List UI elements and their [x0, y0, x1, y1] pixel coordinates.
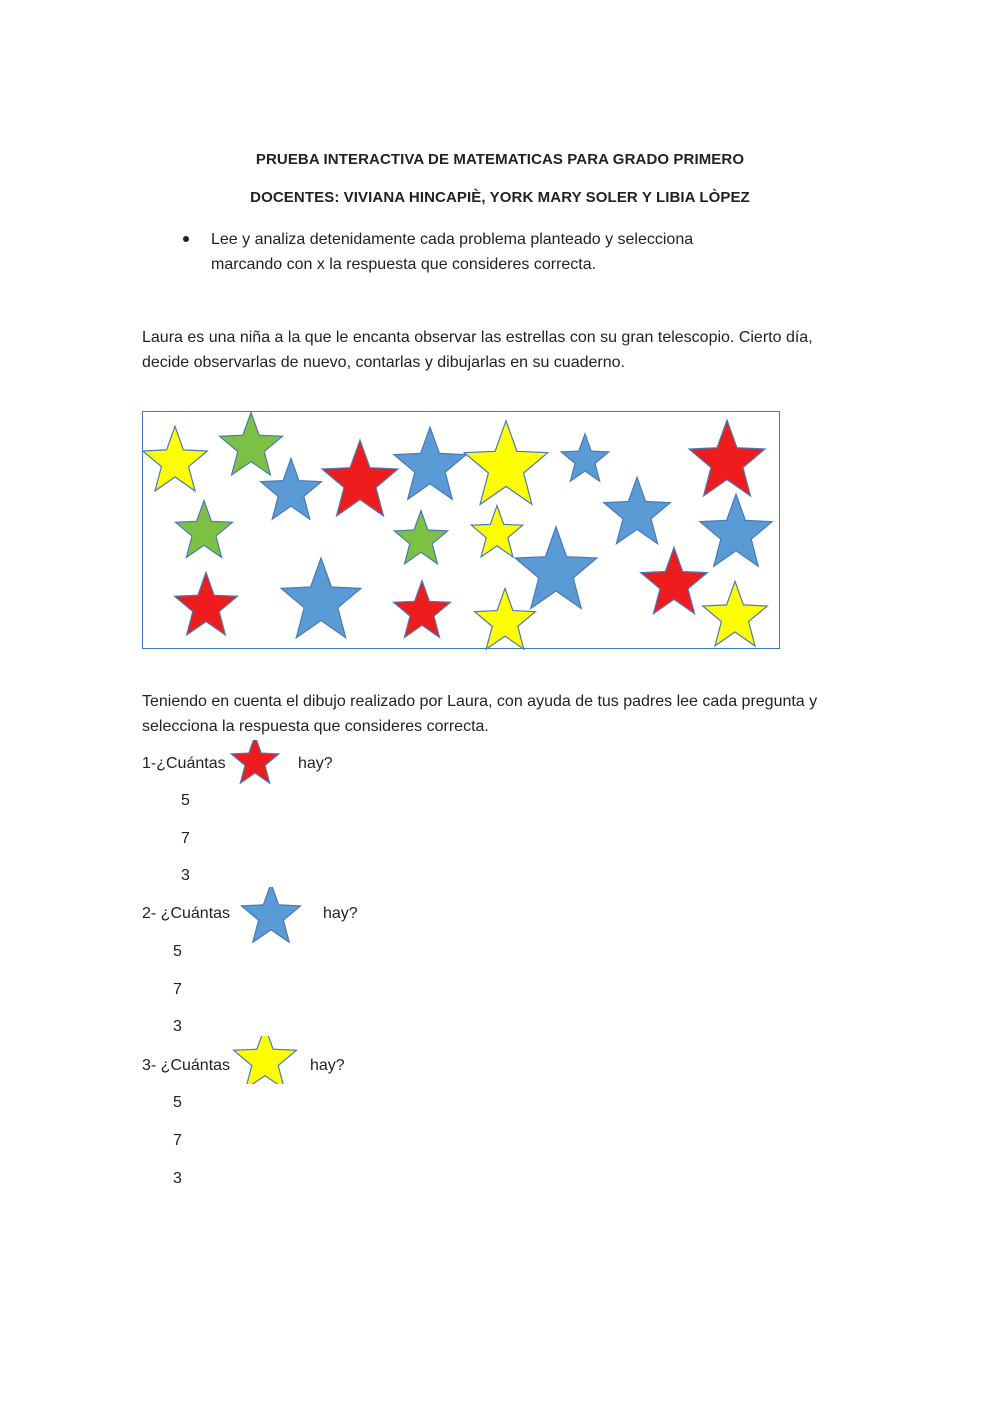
yellow-star-icon-4	[475, 588, 536, 649]
question-3-option-1[interactable]: 5	[173, 1094, 182, 1111]
question-3-option-2[interactable]: 7	[173, 1132, 182, 1149]
question-3-prefix: 3- ¿Cuántas	[142, 1057, 231, 1074]
question-2-option-2[interactable]: 7	[173, 981, 182, 998]
question-1-prefix: 1-¿Cuántas	[142, 755, 226, 772]
red-star-icon-4	[394, 581, 451, 638]
question-2-blue-star-icon	[238, 887, 304, 943]
red-star-icon-5	[641, 547, 708, 613]
question-3-yellow-star-icon	[230, 1036, 300, 1084]
question-3-suffix: hay?	[310, 1057, 345, 1074]
story-line-2: decide observarlas de nuevo, contarlas y dibujarlas en su cuaderno.	[142, 354, 625, 371]
instruction-line-2: marcando con x la respuesta que consideres correcta.	[211, 256, 597, 273]
blue-star-icon-1	[261, 458, 322, 519]
question-1-option-2[interactable]: 7	[181, 830, 190, 847]
prompt-line-2: selecciona la respuesta que consideres correcta.	[142, 718, 489, 735]
blue-star-icon-2	[394, 427, 466, 499]
red-star-icon-2	[689, 420, 765, 496]
question-1-red-star-icon	[228, 740, 282, 784]
question-1-option-1[interactable]: 5	[181, 792, 190, 809]
instruction-line-1: Lee y analiza detenidamente cada problema planteado y selecciona	[211, 231, 694, 248]
blue-star-icon-3	[561, 434, 609, 481]
star-drawing	[142, 411, 780, 649]
bullet-icon	[183, 236, 189, 242]
question-1-option-3[interactable]: 3	[181, 867, 190, 884]
yellow-star-icon-1	[143, 426, 207, 491]
teachers-line: DOCENTES: VIVIANA HINCAPIÈ, YORK MARY SOLER Y LIBIA LÒPEZ	[250, 189, 750, 206]
yellow-star-icon-5	[703, 581, 768, 646]
prompt-line-1: Teniendo en cuenta el dibujo realizado por Laura, con ayuda de tus padres lee cada pregunta y	[142, 693, 818, 710]
green-star-icon-1	[220, 412, 283, 475]
blue-star-icon-5	[700, 494, 772, 566]
blue-star-icon-4	[604, 477, 671, 543]
star-field	[143, 412, 781, 650]
question-2-option-3[interactable]: 3	[173, 1018, 182, 1035]
question-1-suffix: hay?	[298, 755, 333, 772]
story-line-1: Laura es una niña a la que le encanta observar las estrellas con su gran telescopio. Cierto día,	[142, 329, 813, 346]
page-title: PRUEBA INTERACTIVA DE MATEMATICAS PARA GRADO PRIMERO	[255, 151, 745, 168]
question-2-prefix: 2- ¿Cuántas	[142, 905, 231, 922]
yellow-star-icon-3	[471, 506, 522, 557]
question-2-option-1[interactable]: 5	[173, 943, 182, 960]
question-3-option-3[interactable]: 3	[173, 1170, 182, 1187]
question-2-suffix: hay?	[323, 905, 358, 922]
green-star-icon-2	[176, 501, 233, 558]
yellow-star-icon-2	[464, 421, 548, 505]
blue-star-icon-6	[515, 527, 597, 609]
green-star-icon-3	[394, 511, 447, 564]
red-star-icon-3	[175, 572, 238, 635]
red-star-icon-1	[322, 440, 398, 516]
blue-star-icon-7	[281, 558, 361, 638]
